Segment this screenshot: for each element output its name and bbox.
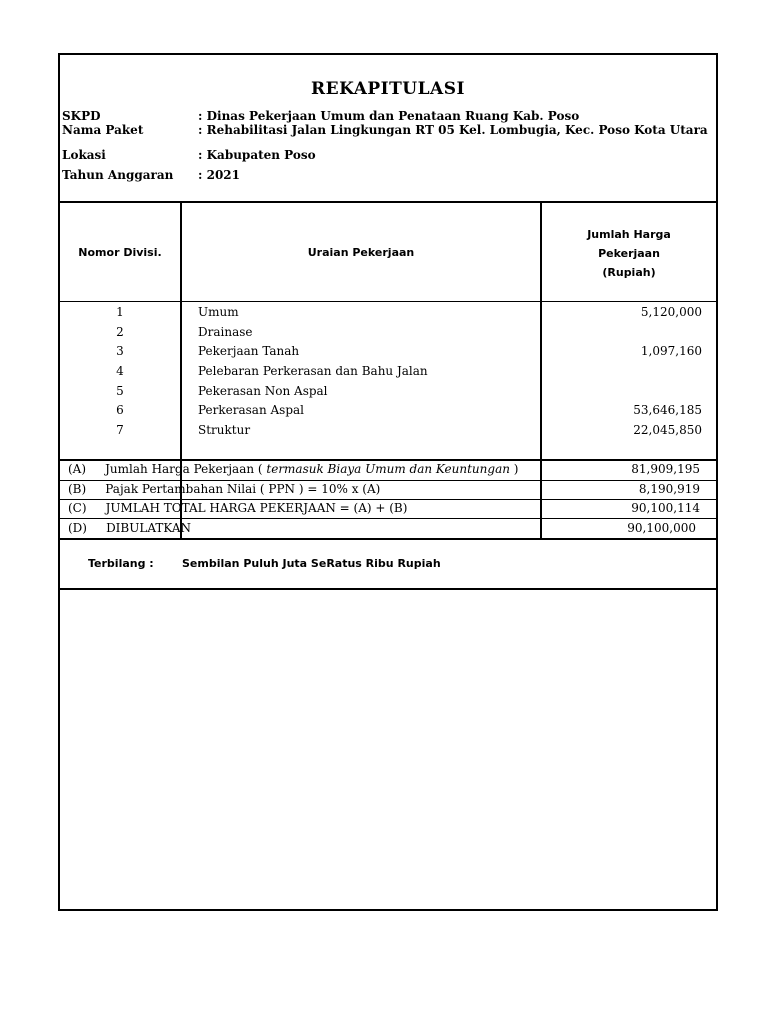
row-number: 4	[116, 364, 124, 378]
summary-text: DIBULATKAN	[106, 521, 191, 535]
summary-top-border	[60, 459, 716, 461]
row-description: Pelebaran Perkerasan dan Bahu Jalan	[198, 364, 428, 378]
terbilang-bottom-border	[60, 588, 716, 590]
row-amount: 22,045,850	[633, 423, 702, 437]
summary-text: Pajak Pertambahan Nilai ( PPN ) = 10% x (A)	[105, 482, 381, 496]
row-description: Umum	[198, 305, 239, 319]
recap-sheet	[58, 53, 718, 911]
row-number: 1	[116, 305, 124, 319]
summary-label-a	[68, 462, 518, 476]
row-description: Pekerasan Non Aspal	[198, 384, 328, 398]
row-amount: 5,120,000	[640, 305, 702, 319]
row-description: Struktur	[198, 423, 251, 437]
row-description: Perkerasan Aspal	[198, 403, 304, 417]
summary-text-italic: termasuk Biaya Umum dan Keuntungan	[262, 462, 514, 476]
row-number: 3	[116, 344, 124, 358]
info-label-skpd: SKPD	[62, 109, 101, 123]
summary-bottom-border	[60, 538, 716, 540]
summary-text-end: )	[513, 462, 519, 476]
info-value-tahun: : 2021	[198, 168, 241, 182]
row-number: 5	[116, 384, 124, 398]
summary-divider-c	[60, 518, 716, 519]
summary-code: (B)	[68, 482, 87, 496]
summary-label-d	[68, 521, 191, 535]
info-label-tahun: Tahun Anggaran	[62, 168, 174, 182]
header-jumlah-line1: Jumlah Harga	[587, 228, 671, 241]
info-value-lokasi: : Kabupaten Poso	[198, 148, 316, 162]
info-value-nama-paket: : Rehabilitasi Jalan Lingkungan RT 05 Kel. Lombugia, Kec. Poso Kota Utara	[198, 123, 708, 137]
summary-label-b	[68, 482, 380, 496]
summary-text: JUMLAH TOTAL HARGA PEKERJAAN = (A) + (B)	[105, 501, 408, 515]
row-description: Drainase	[198, 325, 253, 339]
row-number: 7	[116, 423, 124, 437]
row-amount: 1,097,160	[640, 344, 702, 358]
summary-amount-c: 90,100,114	[631, 501, 700, 515]
header-bottom-border	[60, 301, 716, 302]
summary-divider-b	[60, 499, 716, 500]
summary-code: (A)	[68, 462, 87, 476]
info-label-nama-paket: Nama Paket	[62, 123, 144, 137]
summary-divider-a	[60, 480, 716, 481]
terbilang-label: Terbilang :	[88, 557, 154, 570]
header-jumlah-line2: Pekerjaan	[598, 247, 660, 260]
header-jumlah-line3: (Rupiah)	[602, 266, 656, 279]
info-label-lokasi: Lokasi	[62, 148, 106, 162]
summary-amount-a: 81,909,195	[631, 462, 700, 476]
document-title: REKAPITULASI	[311, 79, 465, 99]
summary-amount-d: 90,100,000	[627, 521, 696, 535]
info-value-skpd: : Dinas Pekerjaan Umum dan Penataan Ruang Kab. Poso	[198, 109, 580, 123]
summary-code: (D)	[68, 521, 87, 535]
summary-label-c	[68, 501, 407, 515]
summary-text: Jumlah Harga Pekerjaan (	[105, 462, 263, 476]
header-uraian-pekerjaan: Uraian Pekerjaan	[307, 246, 415, 259]
terbilang-value: Sembilan Puluh Juta SeRatus Ribu Rupiah	[182, 557, 441, 570]
header-nomor-divisi: Nomor Divisi.	[78, 246, 162, 259]
table-top-border	[60, 201, 716, 203]
summary-amount-b: 8,190,919	[638, 482, 700, 496]
summary-code: (C)	[68, 501, 87, 515]
row-number: 6	[116, 403, 124, 417]
row-amount: 53,646,185	[633, 403, 702, 417]
row-description: Pekerjaan Tanah	[198, 344, 300, 358]
row-number: 2	[116, 325, 124, 339]
